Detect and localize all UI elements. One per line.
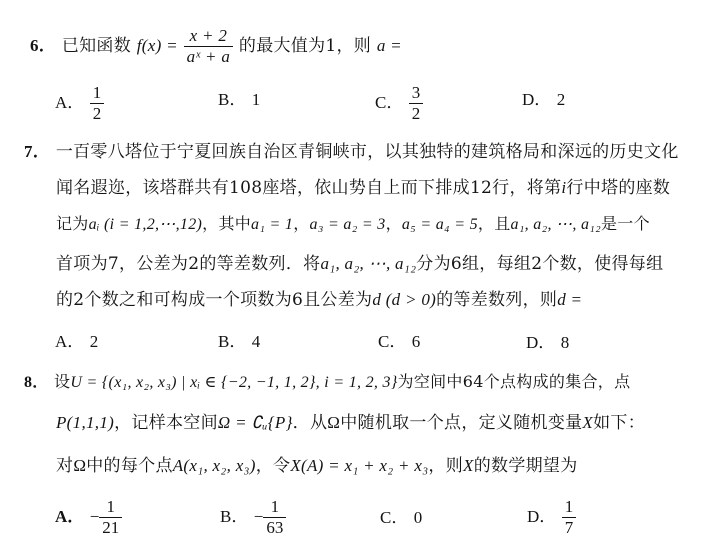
q8-line-3-f: X(A) = x₁ + x₂ + x₃ bbox=[290, 456, 429, 475]
q6-option-b-value: 1 bbox=[251, 90, 261, 109]
q8-option-b-fraction bbox=[263, 497, 286, 538]
q6-option-c-den: 2 bbox=[409, 103, 424, 124]
q6-ask: a = bbox=[376, 36, 402, 55]
q7-line-3-c: ，其中 bbox=[202, 214, 252, 233]
q6-option-a-fraction bbox=[90, 83, 105, 124]
q6-option-a-label: A． bbox=[55, 93, 85, 112]
q8-line-3-g: ，则 bbox=[428, 456, 464, 476]
q8-option-b-label: B． bbox=[220, 507, 249, 526]
q8-line-2-f: 中随机取一个点，定义随机变量 bbox=[340, 413, 583, 433]
q7-option-d[interactable] bbox=[526, 331, 569, 355]
q7-line-4 bbox=[56, 252, 663, 276]
q8-line-1-c: 为空间中64个点构成的集合，点 bbox=[397, 372, 631, 391]
q8-line-2-h: 如下： bbox=[593, 413, 646, 433]
q7-line-3 bbox=[56, 212, 650, 237]
q7-line-3-g: ， bbox=[385, 214, 402, 233]
q8-option-a-num: 1 bbox=[106, 497, 116, 516]
q7-line-3-d: a₁ = 1 bbox=[251, 216, 294, 233]
q6-option-c[interactable] bbox=[375, 83, 423, 124]
q8-line-3-d: A(x₁, x₂, x₃) bbox=[172, 456, 256, 475]
q8-line-1-b: U = {(x₁, x₂, x₃) | xᵢ ∈ {−2, −1, 1, 2}, i = 1, 2, 3} bbox=[70, 374, 398, 391]
q8-number: 8． bbox=[24, 374, 49, 391]
q8-option-d-label: D． bbox=[527, 507, 557, 526]
q7-option-c-label: C． bbox=[378, 332, 407, 351]
q6-number: 6． bbox=[30, 36, 57, 55]
q6-option-a[interactable] bbox=[55, 83, 104, 124]
q7-option-d-value: 8 bbox=[560, 333, 570, 352]
q8-line-2-e: Ω bbox=[327, 413, 341, 432]
q8-option-a-label: A． bbox=[55, 507, 85, 526]
q6-option-b[interactable] bbox=[218, 88, 260, 112]
q6-suffix: 的最大值为1，则 bbox=[238, 36, 372, 56]
q8-line-2-b: ，记样本空间 bbox=[114, 413, 218, 433]
q7-line-5 bbox=[56, 288, 582, 312]
q7-line-3-i: ，且 bbox=[477, 214, 511, 233]
q7-line-3-f: a₃ = a₂ = 3 bbox=[309, 216, 386, 233]
q8-option-a-sign: − bbox=[89, 507, 100, 526]
q7-line-3-h: a₅ = a₄ = 5 bbox=[401, 216, 478, 233]
q6-fraction-num: x + 2 bbox=[189, 26, 228, 45]
q6-option-a-num: 1 bbox=[92, 83, 102, 102]
q8-option-d-den: 7 bbox=[562, 517, 577, 538]
q8-option-b-num: 1 bbox=[270, 497, 280, 516]
q8-option-c-label: C． bbox=[380, 508, 409, 527]
q8-line-1-a: 设 bbox=[54, 372, 71, 391]
q7-option-a[interactable] bbox=[55, 330, 98, 354]
q7-line-3-b: aᵢ (i = 1,2,⋯,12) bbox=[88, 216, 203, 233]
q8-option-b-sign: − bbox=[253, 507, 264, 526]
q7-option-a-value: 2 bbox=[89, 332, 99, 351]
q7-option-b-label: B． bbox=[218, 332, 247, 351]
q7-line-1 bbox=[24, 140, 679, 164]
q7-line-4-c: 分为6组，每组2个数，使得每组 bbox=[416, 254, 664, 274]
q7-line-4-a: 首项为7，公差为2的等差数列．将 bbox=[56, 254, 321, 274]
q7-line-5-c: 的等差数列，则 bbox=[436, 290, 558, 310]
q8-option-a[interactable] bbox=[55, 497, 122, 538]
q7-line-2-i: i bbox=[561, 178, 567, 197]
q8-option-c-value: 0 bbox=[413, 508, 423, 527]
q6-option-d[interactable] bbox=[522, 88, 565, 112]
q6-option-a-den: 2 bbox=[90, 103, 105, 124]
q7-number: 7． bbox=[24, 142, 51, 161]
q8-option-c[interactable] bbox=[380, 506, 422, 530]
q7-option-b[interactable] bbox=[218, 330, 260, 354]
q7-line-1-text: 一百零八塔位于宁夏回族自治区青铜峡市，以其独特的建筑格局和深远的历史文化 bbox=[55, 142, 679, 162]
q8-option-d-fraction bbox=[562, 497, 577, 538]
q6-prefix: 已知函数 bbox=[61, 36, 132, 56]
q7-option-c-value: 6 bbox=[411, 332, 421, 351]
q7-option-b-value: 4 bbox=[251, 332, 261, 351]
q8-option-a-den: 21 bbox=[99, 517, 122, 538]
q6-option-d-value: 2 bbox=[556, 90, 566, 109]
q8-line-2 bbox=[56, 411, 645, 435]
q8-option-b[interactable] bbox=[220, 497, 286, 538]
q6-fraction-den: aˣ + a bbox=[184, 46, 234, 67]
q7-line-2-rest: 行中塔的座数 bbox=[566, 178, 671, 198]
q8-option-b-den: 63 bbox=[263, 517, 286, 538]
q7-line-3-a: 记为 bbox=[56, 214, 89, 233]
q8-line-3 bbox=[56, 454, 578, 478]
q8-line-2-c: Ω = ∁ᵤ{P} bbox=[217, 413, 293, 432]
q7-line-2 bbox=[56, 176, 670, 200]
q8-line-3-a: 对 bbox=[56, 456, 74, 476]
q8-line-3-h: X bbox=[463, 456, 474, 475]
q6-func: f(x) = bbox=[136, 36, 178, 55]
q8-line-3-i: 的数学期望为 bbox=[473, 456, 578, 476]
q8-line-3-c: 中的每个点 bbox=[86, 456, 173, 476]
q8-line-3-e: ，令 bbox=[255, 456, 291, 476]
q7-option-a-label: A． bbox=[55, 332, 85, 351]
q8-option-a-fraction bbox=[99, 497, 122, 538]
q8-line-3-b: Ω bbox=[73, 456, 87, 475]
q8-line-2-g: X bbox=[582, 413, 594, 432]
q7-option-d-label: D． bbox=[526, 333, 556, 352]
q6-option-d-label: D． bbox=[522, 90, 552, 109]
q8-option-d-num: 1 bbox=[564, 497, 574, 516]
q7-line-3-k: 是一个 bbox=[600, 214, 650, 233]
q8-line-2-a: P(1,1,1) bbox=[56, 413, 115, 432]
q6-option-c-label: C． bbox=[375, 93, 404, 112]
q7-line-5-a: 的2个数之和可构成一个项数为6且公差为 bbox=[56, 290, 373, 310]
q6-option-c-num: 3 bbox=[411, 83, 421, 102]
q8-option-d[interactable] bbox=[527, 497, 576, 538]
q7-line-5-d: d = bbox=[557, 290, 583, 309]
q8-line-2-d: ．从 bbox=[292, 413, 328, 433]
q8-line-1 bbox=[24, 370, 630, 395]
q6-option-b-label: B． bbox=[218, 90, 247, 109]
q7-line-3-e: ， bbox=[293, 214, 310, 233]
q7-line-3-j: a₁, a₂, ⋯, a₁₂ bbox=[510, 216, 601, 233]
q7-line-5-b: d (d > 0) bbox=[372, 290, 437, 309]
q7-option-c[interactable] bbox=[378, 330, 420, 354]
q7-line-2-text: 闻名遐迩，该塔群共有108座塔，依山势自上而下排成12行，将第 bbox=[56, 178, 562, 198]
q6-stem bbox=[30, 26, 402, 67]
q7-line-4-b: a₁, a₂, ⋯, a₁₂ bbox=[320, 254, 417, 273]
q6-option-c-fraction bbox=[409, 83, 424, 124]
q6-fraction bbox=[184, 26, 234, 67]
